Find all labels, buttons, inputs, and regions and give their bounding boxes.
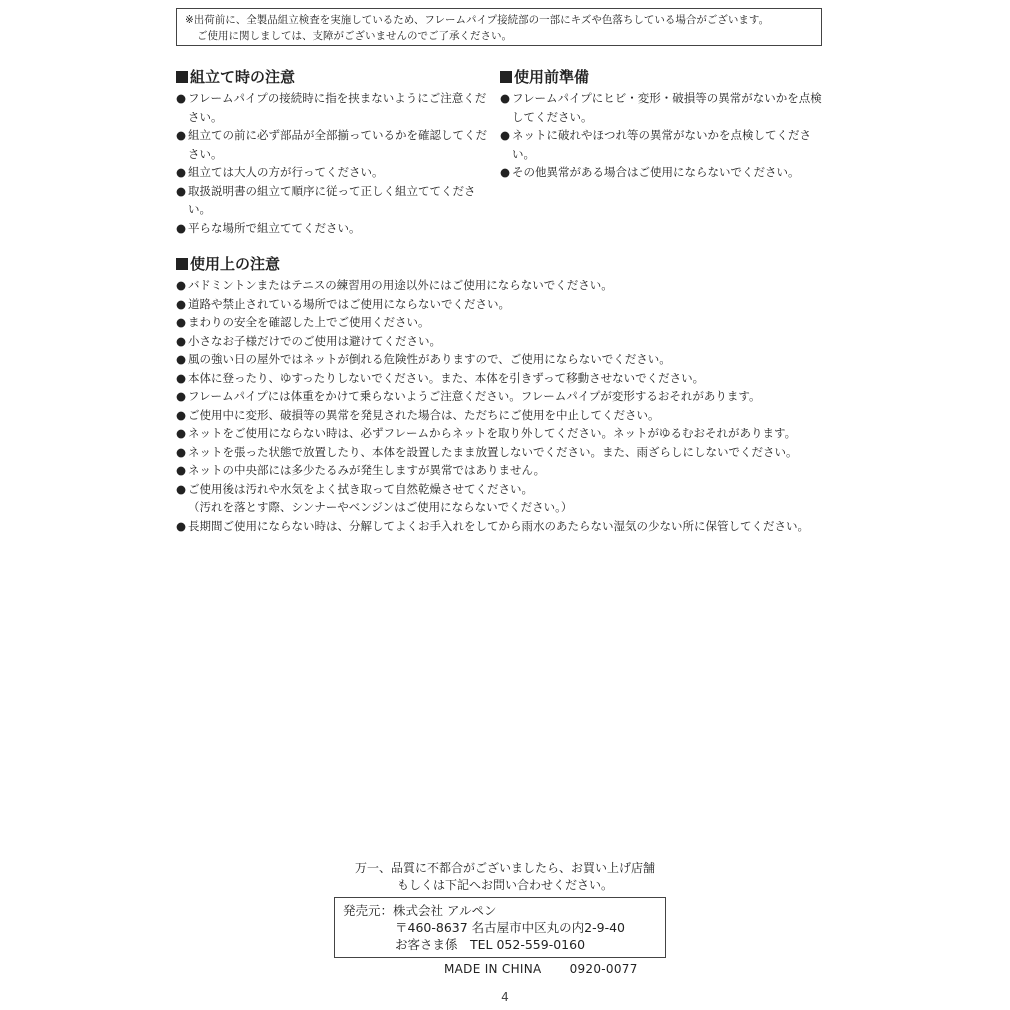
preuse-title: 使用前準備 xyxy=(500,67,830,87)
address-line: 〒460-8637 名古屋市中区丸の内2-9-40 xyxy=(395,920,625,935)
list-item: ● ネットに破れやほつれ等の異常がないかを点検してください。 xyxy=(500,128,811,161)
shipping-notice-box xyxy=(176,8,822,46)
square-bullet-icon xyxy=(176,258,188,270)
list-item: ● フレームパイプには体重をかけて乗らないようご注意ください。フレームパイプが変形するおそれがあります。 xyxy=(176,389,761,403)
list-item: ● ネットをご使用にならない時は、必ずフレームからネットを取り外してください。ネットがゆるむおそれがあります。 xyxy=(176,426,797,440)
distributor-box xyxy=(334,897,666,958)
list-item: ● その他異常がある場合はご使用にならないでください。 xyxy=(500,165,800,179)
usage-precautions-section xyxy=(176,254,856,535)
list-item: ● ネットの中央部には多少たるみが発生しますが異常ではありません。 xyxy=(176,463,546,477)
assembly-precautions-section xyxy=(176,67,492,237)
product-code: 0920-0077 xyxy=(569,962,638,976)
assembly-list xyxy=(176,89,492,237)
list-item: ● 組立ての前に必ず部品が全部揃っているかを確認してください。 xyxy=(176,128,487,161)
list-item: ● 取扱説明書の組立て順序に従って正しく組立ててください。 xyxy=(176,183,476,216)
origin-and-code xyxy=(444,962,638,976)
list-item: ● ネットを張った状態で放置したり、本体を設置したまま放置しないでください。また、雨ざらしにしないでください。 xyxy=(176,444,798,459)
list-item: ● ご使用中に変形、破損等の異常を発見された場合は、ただちにご使用を中止してください。 xyxy=(176,407,660,422)
square-bullet-icon xyxy=(176,71,188,83)
list-item: ● フレームパイプの接続時に指を挟まないようにご注意ください。 xyxy=(176,91,487,124)
pre-use-preparation-section xyxy=(500,67,830,182)
list-item: ● 小さなお子様だけでのご使用は避けてください。 xyxy=(176,333,441,348)
list-item: ● 長期間ご使用にならない時は、分解してよくお手入れをしてから雨水のあたらない湿気の少ない所に保管してください。 xyxy=(176,518,809,533)
list-item: ● バドミントンまたはテニスの練習用の用途以外にはご使用にならないでください。 xyxy=(176,278,613,292)
usage-list xyxy=(176,276,856,535)
notice-line-2: ご使用に関しましては、支障がございませんのでご了承ください。 xyxy=(197,30,512,42)
phone-line: お客さま係 TEL 052-559-0160 xyxy=(395,937,586,952)
usage-title: 使用上の注意 xyxy=(176,254,856,274)
page-number: 4 xyxy=(501,990,509,1004)
notice-line-1: ※出荷前に、全製品組立検査を実施しているため、フレームパイプ接続部の一部にキズや色落ちしている場合がございます。 xyxy=(185,14,770,26)
list-item: ● 道路や禁止されている場所ではご使用にならないでください。 xyxy=(176,296,510,311)
list-item: ● 組立ては大人の方が行ってください。 xyxy=(176,165,384,179)
made-in-label: MADE IN CHINA xyxy=(444,962,542,976)
list-item: ● ご使用後は汚れや水気をよく拭き取って自然乾燥させてください。 （汚れを落とす際、シンナーやベンジンはご使用にならないでください。） xyxy=(176,480,856,517)
list-item: ● 本体に登ったり、ゆすったりしないでください。また、本体を引きずって移動させないでください。 xyxy=(176,370,705,385)
list-item: ● 平らな場所で組立ててください。 xyxy=(176,220,361,235)
seller-line: 発売元：株式会社 アルペン xyxy=(343,903,497,918)
contact-message: 万一、品質に不都合がございましたら、お買い上げ店舗 もしくは下記へお問い合わせください。 xyxy=(354,861,655,892)
list-item: ● フレームパイプにヒビ・変形・破損等の異常がないかを点検してください。 xyxy=(500,91,822,124)
list-item: ● 風の強い日の屋外ではネットが倒れる危険性がありますので、ご使用にならないでください。 xyxy=(176,352,671,366)
cleaning-subnote: （汚れを落とす際、シンナーやベンジンはご使用にならないでください。） xyxy=(188,500,573,514)
assembly-title: 組立て時の注意 xyxy=(176,67,492,87)
list-item: ● まわりの安全を確認した上でご使用ください。 xyxy=(176,315,430,329)
square-bullet-icon xyxy=(500,71,512,83)
preuse-list xyxy=(500,89,830,182)
